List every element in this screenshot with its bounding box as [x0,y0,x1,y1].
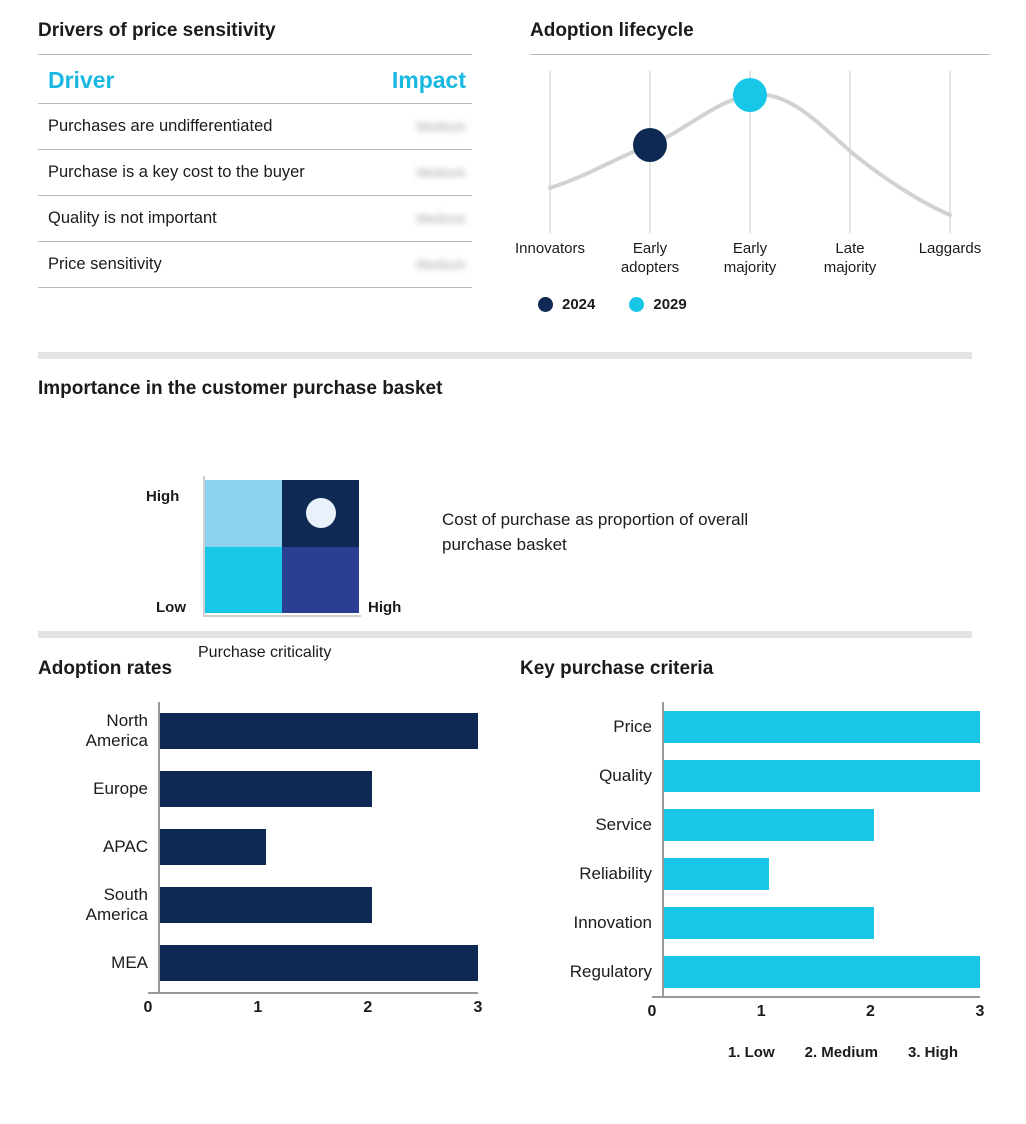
impact-cell [362,150,472,196]
bar-category-label: APAC [102,837,148,857]
table-row [38,104,472,150]
matrix-x-axis [203,615,361,617]
bar-fill [664,760,980,792]
bar-fill [664,956,980,988]
section-divider-top [38,352,972,359]
x-tick-label: 1 [253,999,263,1016]
bar-fill [664,907,874,939]
bar-row [520,702,980,751]
bar-category-label: MEA [111,953,148,973]
legend-swatch-icon [629,297,644,312]
driver-cell: Quality is not important [38,196,362,242]
matrix-x-axis-title: Purchase criticality [198,644,332,661]
scale-legend [520,1044,980,1061]
x-tick-label: 2 [363,999,373,1016]
matrix-caption: Cost of purchase as proportion of overall purchase basket [442,510,749,554]
bar-track [662,898,980,947]
impact-value-blurred: Medium [416,257,466,272]
bar-category-label: Quality [599,765,652,785]
matrix-cell-top-right [282,480,359,547]
category-label-late-majority: Late majority [823,240,877,276]
driver-cell: Purchases are undifferentiated [38,104,362,150]
matrix-bubble-marker [306,498,336,528]
drivers-panel [38,20,472,288]
matrix-cell-bottom-right [282,547,359,614]
bar-track [662,702,980,751]
basket-panel-title: Importance in the customer purchase basket [38,378,443,399]
bar-category-label: Service [595,814,652,834]
bar-fill [664,809,874,841]
legend-item-2024 [538,296,595,313]
bar-fill [160,713,478,749]
bar-category-label: North America [85,711,148,750]
legend-label: 2029 [653,296,687,313]
bar-track [158,702,478,760]
bar-track [662,849,980,898]
matrix-label-x-high: High [368,599,402,616]
bar-fill [664,858,769,890]
bar-row [38,934,478,992]
lifecycle-panel [514,20,990,313]
purchase-criteria-title: Key purchase criteria [520,658,714,679]
bar-track [662,800,980,849]
bar-fill [664,711,980,743]
matrix-cell-bottom-left [205,547,282,614]
x-tick-label: 0 [647,1003,657,1020]
criteria-x-axis [647,996,985,1026]
bar-category-label: Regulatory [569,961,652,981]
bar-track [158,760,478,818]
bar-track [158,934,478,992]
category-label-early-majority: Early majority [723,240,777,276]
bar-row [38,818,478,876]
bar-fill [160,829,266,865]
bar-row [38,760,478,818]
bar-category-label: Innovation [573,912,652,932]
table-row [38,196,472,242]
bar-row [520,800,980,849]
legend-label: 2024 [562,296,596,313]
column-header-impact: Impact [362,55,472,104]
bar-fill [160,887,372,923]
impact-cell [362,196,472,242]
table-row [38,242,472,288]
bar-fill [160,771,372,807]
impact-value-blurred: Medium [416,211,466,226]
drivers-table [38,55,472,288]
scale-note-low: 1. Low [727,1044,775,1061]
scale-note-medium: 2. Medium [804,1044,878,1061]
category-label-innovators: Innovators [514,240,586,257]
x-tick-label: 0 [143,999,153,1016]
purchase-basket-panel [38,378,972,661]
lifecycle-category-labels [514,240,990,286]
bar-fill [160,945,478,981]
matrix-cell-top-left [205,480,282,547]
x-tick-label: 3 [473,999,483,1016]
bar-row [520,898,980,947]
lifecycle-legend [530,296,990,313]
bar-row [520,947,980,996]
impact-value-blurred: Medium [416,119,466,134]
x-tick-label: 1 [756,1003,766,1020]
matrix-label-y-low: Low [156,599,186,616]
bar-category-label: Reliability [579,863,652,883]
legend-item-2029 [629,296,686,313]
impact-cell [362,242,472,288]
adoption-rates-title: Adoption rates [38,658,173,679]
section-divider-bottom [38,631,972,638]
bar-category-label: South America [85,885,148,924]
matrix-chart [38,426,972,661]
x-tick-label: 2 [865,1003,875,1020]
bar-track [662,947,980,996]
scale-note-high: 3. High [907,1044,958,1061]
adoption-rates-panel [38,658,483,1022]
bar-track [158,876,478,934]
bar-row [520,751,980,800]
purchase-criteria-chart [520,702,985,1061]
column-header-driver: Driver [38,55,362,104]
lifecycle-svg [530,63,990,238]
marker-2024 [633,128,667,162]
category-label-laggards: Laggards [918,240,982,257]
table-row [38,150,472,196]
adoption-x-axis [143,992,483,1022]
legend-swatch-icon [538,297,553,312]
impact-cell [362,104,472,150]
driver-cell: Purchase is a key cost to the buyer [38,150,362,196]
bar-track [158,818,478,876]
purchase-criteria-panel [520,658,985,1061]
bar-category-label: Price [613,716,652,736]
lifecycle-chart [530,63,990,238]
impact-value-blurred: Medium [416,165,466,180]
matrix-grid [205,480,359,613]
table-header-row [38,55,472,104]
marker-2029 [733,78,767,112]
adoption-rates-chart [38,702,483,1022]
driver-cell: Price sensitivity [38,242,362,288]
bar-category-label: Europe [93,779,148,799]
bar-row [520,849,980,898]
drivers-panel-title: Drivers of price sensitivity [38,20,472,55]
bar-row [38,876,478,934]
category-label-early-adopters: Early adopters [620,240,680,276]
lifecycle-panel-title: Adoption lifecycle [530,20,990,55]
matrix-label-y-high: High [146,488,180,505]
bar-track [662,751,980,800]
x-tick-label: 3 [975,1003,985,1020]
bar-row [38,702,478,760]
